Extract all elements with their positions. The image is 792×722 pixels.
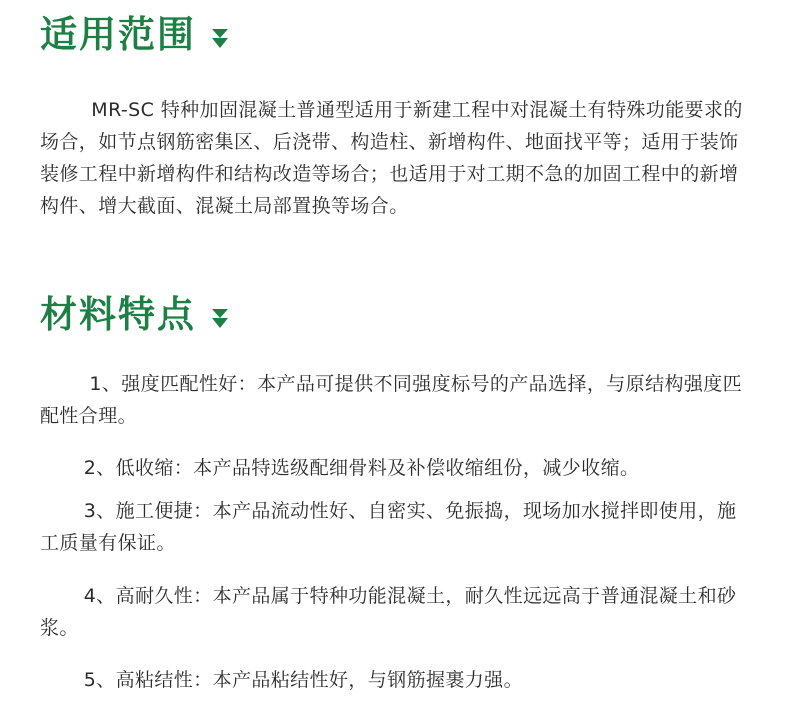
double-chevron-down-icon xyxy=(210,27,230,51)
feature-item xyxy=(40,664,752,696)
feature-item xyxy=(40,495,752,559)
features-title: 材料特点 xyxy=(40,293,196,336)
features-heading xyxy=(40,293,230,336)
feature-item xyxy=(40,580,752,644)
feature-item xyxy=(40,368,752,432)
feature-item-text: 2、低收缩：本产品特选级配细骨料及补偿收缩组份，减少收缩。 xyxy=(83,457,640,479)
feature-item-text: 5、高粘结性：本产品粘结性好，与钢筋握裹力强。 xyxy=(83,669,523,691)
feature-item-text: 1、强度匹配性好：本产品可提供不同强度标号的产品选择，与原结构强度匹配性合理。 xyxy=(40,373,743,427)
scope-paragraph: MR-SC 特种加固混凝土普通型适用于新建工程中对混凝土有特殊功能要求的场合，如节点钢筋密集区、后浇带、构造柱、新增构件、地面找平等；适用于装饰装修工程中新增构件和结构改造等场合；也适用于对工期不急的加固工程中的新增构件、增大截面、混凝土局部置换等场合。 xyxy=(40,99,743,217)
feature-item-text: 3、施工便捷：本产品流动性好、自密实、免振捣，现场加水搅拌即使用，施工质量有保证。 xyxy=(40,500,737,554)
scope-heading xyxy=(40,13,230,56)
double-chevron-down-icon xyxy=(210,307,230,331)
feature-item-text: 4、高耐久性：本产品属于特种功能混凝土，耐久性远远高于普通混凝土和砂浆。 xyxy=(40,585,737,639)
scope-title: 适用范围 xyxy=(40,13,196,56)
feature-item xyxy=(40,452,752,484)
